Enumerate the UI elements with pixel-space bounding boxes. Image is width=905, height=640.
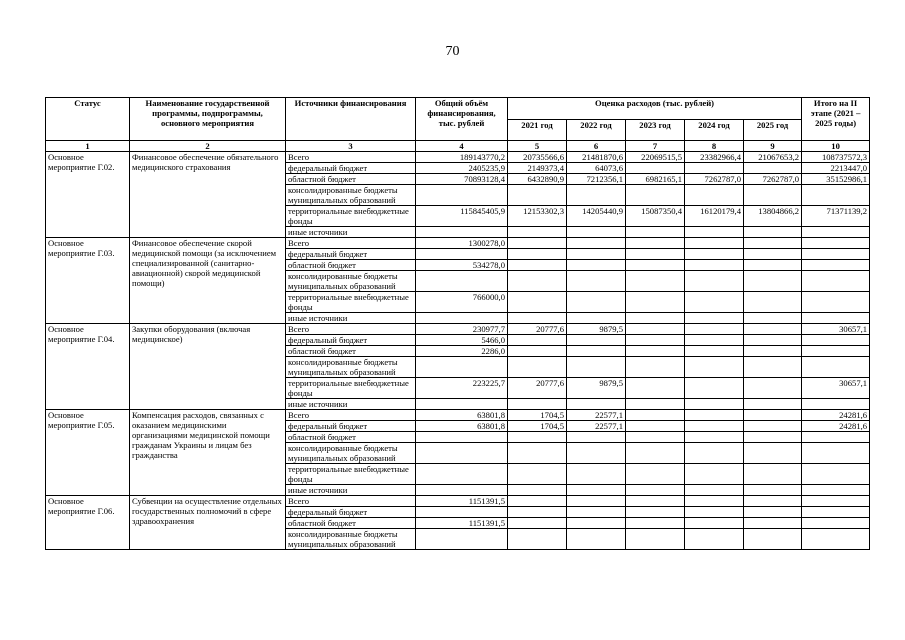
source-cell: иные источники (286, 313, 416, 324)
table-row (46, 152, 870, 163)
header-year: 2021 год (508, 119, 567, 141)
value-cell-y2025 (744, 464, 802, 485)
value-cell-y2023 (626, 357, 685, 378)
value-cell-stage_total (802, 507, 870, 518)
value-cell-y2024 (685, 324, 744, 335)
value-cell-y2021: 6432890,9 (508, 174, 567, 185)
value-cell-y2025 (744, 399, 802, 410)
source-cell: территориальные внебюджетные фонды (286, 206, 416, 227)
value-cell-y2021 (508, 313, 567, 324)
program-name-cell: Закупки оборудования (включая медицинское) (130, 324, 286, 410)
column-number: 4 (416, 141, 508, 152)
value-cell-y2021: 20777,6 (508, 324, 567, 335)
value-cell-y2024 (685, 249, 744, 260)
program-name-cell: Финансовое обеспечение скорой медицинской помощи (за исключением специализированной (санитарно-авиационной) скорой медицинской помощи) (130, 238, 286, 324)
value-cell-y2023 (626, 163, 685, 174)
value-cell-y2024 (685, 292, 744, 313)
value-cell-y2024 (685, 378, 744, 399)
value-cell-y2021: 1704,5 (508, 410, 567, 421)
value-cell-y2021 (508, 464, 567, 485)
value-cell-y2025 (744, 443, 802, 464)
value-cell-y2024 (685, 410, 744, 421)
value-cell-y2023 (626, 518, 685, 529)
value-cell-y2021 (508, 357, 567, 378)
value-cell-y2024 (685, 432, 744, 443)
program-name-cell: Компенсация расходов, связанных с оказанием медицинскими организациями медицинской помощи гражданам Украины и лицам без гражданства (130, 410, 286, 496)
value-cell-y2025 (744, 324, 802, 335)
header-year: 2024 год (685, 119, 744, 141)
budget-table (45, 97, 870, 550)
value-cell-y2024 (685, 313, 744, 324)
source-cell: территориальные внебюджетные фонды (286, 292, 416, 313)
value-cell-total (416, 313, 508, 324)
value-cell-y2023 (626, 249, 685, 260)
value-cell-y2025 (744, 185, 802, 206)
header-year: 2022 год (567, 119, 626, 141)
value-cell-y2025: 13804866,2 (744, 206, 802, 227)
value-cell-y2021 (508, 399, 567, 410)
value-cell-y2022: 21481870,6 (567, 152, 626, 163)
value-cell-y2022: 9879,5 (567, 324, 626, 335)
value-cell-total: 5466,0 (416, 335, 508, 346)
value-cell-y2022: 22577,1 (567, 421, 626, 432)
value-cell-stage_total (802, 185, 870, 206)
status-cell: Основное мероприятие Г.05. (46, 410, 130, 496)
value-cell-y2021 (508, 529, 567, 550)
value-cell-y2023 (626, 496, 685, 507)
value-cell-y2021: 1704,5 (508, 421, 567, 432)
value-cell-stage_total (802, 238, 870, 249)
value-cell-stage_total (802, 249, 870, 260)
value-cell-y2023 (626, 260, 685, 271)
source-cell: территориальные внебюджетные фонды (286, 378, 416, 399)
value-cell-y2023 (626, 485, 685, 496)
value-cell-y2025 (744, 238, 802, 249)
value-cell-stage_total: 108737572,3 (802, 152, 870, 163)
value-cell-y2022 (567, 238, 626, 249)
value-cell-y2021: 20735566,6 (508, 152, 567, 163)
value-cell-total: 189143770,2 (416, 152, 508, 163)
value-cell-y2024 (685, 260, 744, 271)
source-cell: федеральный бюджет (286, 249, 416, 260)
value-cell-total: 223225,7 (416, 378, 508, 399)
value-cell-stage_total (802, 496, 870, 507)
source-cell: консолидированные бюджеты муниципальных образований (286, 443, 416, 464)
value-cell-stage_total (802, 443, 870, 464)
value-cell-y2023 (626, 238, 685, 249)
value-cell-y2023 (626, 410, 685, 421)
value-cell-y2022 (567, 357, 626, 378)
value-cell-y2025 (744, 313, 802, 324)
value-cell-y2024 (685, 529, 744, 550)
column-number: 10 (802, 141, 870, 152)
column-number: 1 (46, 141, 130, 152)
source-cell: Всего (286, 238, 416, 249)
column-number: 9 (744, 141, 802, 152)
value-cell-y2025 (744, 518, 802, 529)
header-status: Статус (46, 98, 130, 141)
column-number: 5 (508, 141, 567, 152)
value-cell-y2025 (744, 432, 802, 443)
value-cell-y2022 (567, 249, 626, 260)
value-cell-stage_total (802, 346, 870, 357)
value-cell-y2025 (744, 227, 802, 238)
value-cell-total (416, 399, 508, 410)
source-cell: иные источники (286, 399, 416, 410)
source-cell: консолидированные бюджеты муниципальных образований (286, 529, 416, 550)
value-cell-y2021 (508, 507, 567, 518)
value-cell-y2025 (744, 357, 802, 378)
value-cell-y2022 (567, 260, 626, 271)
value-cell-y2024 (685, 485, 744, 496)
value-cell-y2024 (685, 335, 744, 346)
value-cell-y2023 (626, 507, 685, 518)
value-cell-y2022 (567, 399, 626, 410)
value-cell-y2022 (567, 346, 626, 357)
header-program-name: Наименование государственной программы, подпрограммы, основного мероприятия (130, 98, 286, 141)
source-cell: областной бюджет (286, 346, 416, 357)
value-cell-total: 2286,0 (416, 346, 508, 357)
value-cell-y2021 (508, 249, 567, 260)
source-cell: областной бюджет (286, 432, 416, 443)
value-cell-y2022 (567, 518, 626, 529)
source-cell: Всего (286, 152, 416, 163)
value-cell-stage_total (802, 227, 870, 238)
value-cell-y2024 (685, 496, 744, 507)
value-cell-stage_total (802, 464, 870, 485)
value-cell-total (416, 227, 508, 238)
value-cell-y2025 (744, 163, 802, 174)
value-cell-total: 534278,0 (416, 260, 508, 271)
source-cell: иные источники (286, 227, 416, 238)
status-cell: Основное мероприятие Г.03. (46, 238, 130, 324)
value-cell-y2024 (685, 271, 744, 292)
value-cell-y2025 (744, 410, 802, 421)
value-cell-y2022: 22577,1 (567, 410, 626, 421)
value-cell-y2023 (626, 292, 685, 313)
value-cell-y2025: 21067653,2 (744, 152, 802, 163)
value-cell-y2022 (567, 271, 626, 292)
source-cell: Всего (286, 410, 416, 421)
value-cell-y2025: 7262787,0 (744, 174, 802, 185)
column-number: 2 (130, 141, 286, 152)
value-cell-stage_total (802, 399, 870, 410)
value-cell-y2023 (626, 346, 685, 357)
source-cell: федеральный бюджет (286, 163, 416, 174)
value-cell-y2024 (685, 507, 744, 518)
value-cell-y2025 (744, 421, 802, 432)
value-cell-y2025 (744, 249, 802, 260)
column-number: 6 (567, 141, 626, 152)
value-cell-total: 1151391,5 (416, 518, 508, 529)
value-cell-total (416, 432, 508, 443)
value-cell-y2025 (744, 507, 802, 518)
value-cell-total (416, 185, 508, 206)
value-cell-total (416, 443, 508, 464)
column-number: 3 (286, 141, 416, 152)
value-cell-y2023 (626, 185, 685, 206)
value-cell-stage_total (802, 529, 870, 550)
source-cell: иные источники (286, 485, 416, 496)
value-cell-y2022 (567, 313, 626, 324)
value-cell-stage_total (802, 292, 870, 313)
column-number-row (46, 141, 870, 152)
source-cell: консолидированные бюджеты муниципальных образований (286, 185, 416, 206)
value-cell-y2022 (567, 335, 626, 346)
column-number: 7 (626, 141, 685, 152)
value-cell-y2025 (744, 496, 802, 507)
value-cell-y2025 (744, 260, 802, 271)
source-cell: федеральный бюджет (286, 421, 416, 432)
value-cell-stage_total: 24281,6 (802, 421, 870, 432)
value-cell-y2025 (744, 271, 802, 292)
value-cell-y2022 (567, 496, 626, 507)
value-cell-stage_total (802, 313, 870, 324)
value-cell-stage_total (802, 432, 870, 443)
value-cell-stage_total (802, 260, 870, 271)
value-cell-y2023 (626, 529, 685, 550)
source-cell: Всего (286, 324, 416, 335)
value-cell-y2024 (685, 357, 744, 378)
header-year: 2023 год (626, 119, 685, 141)
value-cell-total (416, 357, 508, 378)
source-cell: федеральный бюджет (286, 335, 416, 346)
header-sources: Источники финансирования (286, 98, 416, 141)
value-cell-y2024 (685, 464, 744, 485)
header-estimate-group: Оценка расходов (тыс. рублей) (508, 98, 802, 120)
value-cell-y2025 (744, 346, 802, 357)
table-row (46, 496, 870, 507)
header-stage-total: Итого на II этапе (2021 – 2025 годы) (802, 98, 870, 141)
value-cell-y2023: 15087350,4 (626, 206, 685, 227)
value-cell-y2024 (685, 185, 744, 206)
value-cell-y2024 (685, 163, 744, 174)
value-cell-stage_total (802, 357, 870, 378)
header-row (46, 98, 870, 120)
value-cell-y2023 (626, 432, 685, 443)
source-cell: областной бюджет (286, 518, 416, 529)
value-cell-y2022 (567, 464, 626, 485)
value-cell-total (416, 249, 508, 260)
value-cell-y2021: 2149373,4 (508, 163, 567, 174)
value-cell-y2021 (508, 496, 567, 507)
value-cell-total: 1151391,5 (416, 496, 508, 507)
value-cell-y2021 (508, 227, 567, 238)
value-cell-y2023 (626, 399, 685, 410)
value-cell-stage_total: 71371139,2 (802, 206, 870, 227)
value-cell-y2024 (685, 421, 744, 432)
value-cell-y2022 (567, 292, 626, 313)
source-cell: консолидированные бюджеты муниципальных образований (286, 271, 416, 292)
value-cell-total: 1300278,0 (416, 238, 508, 249)
value-cell-y2022 (567, 185, 626, 206)
value-cell-total (416, 507, 508, 518)
value-cell-y2021 (508, 432, 567, 443)
value-cell-y2023 (626, 313, 685, 324)
status-cell: Основное мероприятие Г.06. (46, 496, 130, 550)
value-cell-y2023 (626, 443, 685, 464)
table-body (46, 152, 870, 550)
source-cell: консолидированные бюджеты муниципальных образований (286, 357, 416, 378)
value-cell-total: 63801,8 (416, 410, 508, 421)
source-cell: областной бюджет (286, 174, 416, 185)
value-cell-y2023 (626, 335, 685, 346)
value-cell-stage_total: 2213447,0 (802, 163, 870, 174)
source-cell: федеральный бюджет (286, 507, 416, 518)
source-cell: территориальные внебюджетные фонды (286, 464, 416, 485)
value-cell-y2025 (744, 335, 802, 346)
value-cell-y2021 (508, 238, 567, 249)
value-cell-y2025 (744, 378, 802, 399)
value-cell-y2022 (567, 432, 626, 443)
value-cell-y2023 (626, 227, 685, 238)
table-row (46, 410, 870, 421)
status-cell: Основное мероприятие Г.02. (46, 152, 130, 238)
value-cell-y2021 (508, 443, 567, 464)
value-cell-y2024 (685, 346, 744, 357)
value-cell-y2024: 23382966,4 (685, 152, 744, 163)
value-cell-y2023 (626, 421, 685, 432)
value-cell-y2021: 12153302,3 (508, 206, 567, 227)
value-cell-y2024 (685, 518, 744, 529)
value-cell-total: 115845405,9 (416, 206, 508, 227)
value-cell-total: 2405235,9 (416, 163, 508, 174)
value-cell-y2024 (685, 238, 744, 249)
value-cell-y2021 (508, 335, 567, 346)
source-cell: Всего (286, 496, 416, 507)
value-cell-y2022: 64073,6 (567, 163, 626, 174)
value-cell-y2022 (567, 227, 626, 238)
value-cell-y2021 (508, 346, 567, 357)
status-cell: Основное мероприятие Г.04. (46, 324, 130, 410)
table-row (46, 324, 870, 335)
program-name-cell: Финансовое обеспечение обязательного медицинского страхования (130, 152, 286, 238)
source-cell: областной бюджет (286, 260, 416, 271)
value-cell-y2022: 7212356,1 (567, 174, 626, 185)
value-cell-y2025 (744, 292, 802, 313)
value-cell-y2021 (508, 518, 567, 529)
value-cell-y2023 (626, 271, 685, 292)
program-name-cell: Субвенции на осуществление отдельных государственных полномочий в сфере здравоохранения (130, 496, 286, 550)
value-cell-y2024: 16120179,4 (685, 206, 744, 227)
value-cell-y2023 (626, 324, 685, 335)
value-cell-y2021: 20777,6 (508, 378, 567, 399)
header-year: 2025 год (744, 119, 802, 141)
value-cell-y2022 (567, 485, 626, 496)
value-cell-y2025 (744, 485, 802, 496)
value-cell-stage_total: 30657,1 (802, 324, 870, 335)
value-cell-y2023 (626, 378, 685, 399)
table-row (46, 238, 870, 249)
value-cell-total (416, 464, 508, 485)
value-cell-y2021 (508, 271, 567, 292)
value-cell-stage_total (802, 335, 870, 346)
value-cell-stage_total (802, 518, 870, 529)
value-cell-y2024 (685, 227, 744, 238)
value-cell-y2024 (685, 399, 744, 410)
value-cell-stage_total (802, 271, 870, 292)
value-cell-y2024: 7262787,0 (685, 174, 744, 185)
value-cell-total: 63801,8 (416, 421, 508, 432)
value-cell-y2022 (567, 507, 626, 518)
value-cell-stage_total: 30657,1 (802, 378, 870, 399)
value-cell-y2022: 9879,5 (567, 378, 626, 399)
page-number: 70 (445, 44, 460, 59)
value-cell-y2022 (567, 529, 626, 550)
value-cell-y2025 (744, 529, 802, 550)
value-cell-y2021 (508, 260, 567, 271)
value-cell-y2022 (567, 443, 626, 464)
value-cell-y2023: 22069515,5 (626, 152, 685, 163)
value-cell-total: 70893128,4 (416, 174, 508, 185)
value-cell-total: 766000,0 (416, 292, 508, 313)
value-cell-total: 230977,7 (416, 324, 508, 335)
column-number: 8 (685, 141, 744, 152)
value-cell-total (416, 529, 508, 550)
value-cell-y2021 (508, 292, 567, 313)
value-cell-total (416, 271, 508, 292)
value-cell-stage_total: 35152986,1 (802, 174, 870, 185)
value-cell-y2024 (685, 443, 744, 464)
value-cell-y2022: 14205440,9 (567, 206, 626, 227)
value-cell-y2021 (508, 185, 567, 206)
value-cell-y2021 (508, 485, 567, 496)
value-cell-y2023: 6982165,1 (626, 174, 685, 185)
value-cell-total (416, 485, 508, 496)
header-total-volume: Общий объём финансирования, тыс. рублей (416, 98, 508, 141)
value-cell-y2023 (626, 464, 685, 485)
value-cell-stage_total (802, 485, 870, 496)
value-cell-stage_total: 24281,6 (802, 410, 870, 421)
